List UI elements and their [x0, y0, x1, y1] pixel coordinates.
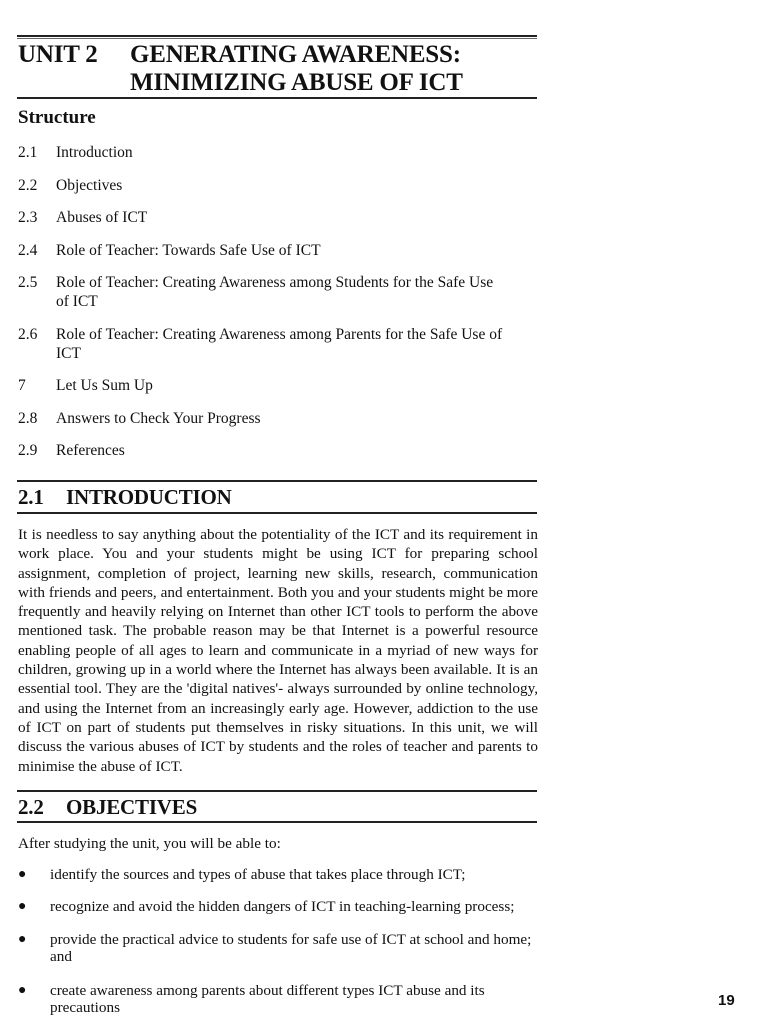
- structure-heading: Structure: [18, 107, 96, 128]
- section-rule-bottom: [17, 512, 537, 514]
- objectives-intro: After studying the unit, you will be able to:: [18, 835, 281, 852]
- unit-title-line-1: GENERATING AWARENESS:: [130, 41, 461, 68]
- bullet-icon: ●: [18, 983, 27, 998]
- section-rule-bottom: [17, 821, 537, 823]
- toc-item-text: Answers to Check Your Progress: [56, 410, 261, 427]
- list-item-text: identify the sources and types of abuse that takes place through ICT;: [50, 866, 466, 883]
- toc-item-text: Role of Teacher: Towards Safe Use of ICT: [56, 242, 321, 259]
- bullet-icon: ●: [18, 932, 27, 947]
- toc-item-number: 2.1: [18, 144, 38, 161]
- unit-title-line-2: MINIMIZING ABUSE OF ICT: [130, 69, 463, 96]
- toc-item-text: Abuses of ICT: [56, 209, 148, 226]
- toc-item-number: 2.9: [18, 442, 38, 459]
- section-rule-top: [17, 480, 537, 482]
- section-title: OBJECTIVES: [66, 795, 198, 819]
- bullet-icon: ●: [18, 899, 27, 914]
- toc-item-number: 7: [18, 377, 26, 394]
- toc-item-text: References: [56, 442, 125, 459]
- unit-number: UNIT 2: [18, 41, 98, 68]
- toc-item-number: 2.4: [18, 242, 38, 259]
- toc-item-text: Role of Teacher: Creating Awareness among Parents for the Safe Use of ICT: [56, 326, 503, 362]
- bullet-icon: ●: [18, 867, 27, 882]
- list-item-text: provide the practical advice to students for safe use of ICT at school and home; and: [50, 931, 532, 965]
- toc-item-number: 2.5: [18, 274, 38, 291]
- section-number: 2.1: [18, 485, 44, 509]
- toc-item-number: 2.2: [18, 177, 38, 194]
- toc-item-text: Let Us Sum Up: [56, 377, 153, 394]
- title-bottom-rule: [17, 97, 537, 99]
- list-item-text: recognize and avoid the hidden dangers of ICT in teaching-learning process;: [50, 898, 515, 915]
- section-rule-top: [17, 790, 537, 792]
- top-rule-thin: [17, 38, 537, 39]
- list-item-text: create awareness among parents about different types ICT abuse and its precautions: [50, 982, 485, 1016]
- toc-item-number: 2.3: [18, 209, 38, 226]
- toc-item-text: Role of Teacher: Creating Awareness among Students for the Safe Use of ICT: [56, 274, 494, 310]
- toc-item-text: Introduction: [56, 144, 133, 161]
- section-title: INTRODUCTION: [66, 485, 232, 509]
- section-number: 2.2: [18, 795, 44, 819]
- section-heading-introduction: [18, 485, 232, 510]
- toc-item-number: 2.8: [18, 410, 38, 427]
- section-heading-objectives: [18, 795, 197, 820]
- top-rule-thick: [17, 35, 537, 37]
- page-number: 19: [718, 992, 735, 1009]
- introduction-paragraph: It is needless to say anything about the potentiality of the ICT and its requirement in work place. You and your students might be using ICT for preparing school assignment, completion of project, learning new skills, research, communication with friends and peers, and entertainment. Both you and your students might be more frequently and heavily relying on Internet than other ICT tools to perform the above mentioned task. The probable reason may be that Internet is a powerful resource enabling people of all ages to learn and communicate in a myriad of new ways for children, growing up in a world where the Internet has always been available. It is an essential tool. They are the 'digital natives'- always surrounded by online technology, and using the Internet from an increasingly early age. However, addiction to the use of ICT on part of students put themselves in risky situations. In this unit, we will discuss the various abuses of ICT by students and the roles of teacher and parents to minimise the abuse of ICT.: [18, 526, 538, 775]
- toc-item-number: 2.6: [18, 326, 38, 343]
- toc-item-text: Objectives: [56, 177, 123, 194]
